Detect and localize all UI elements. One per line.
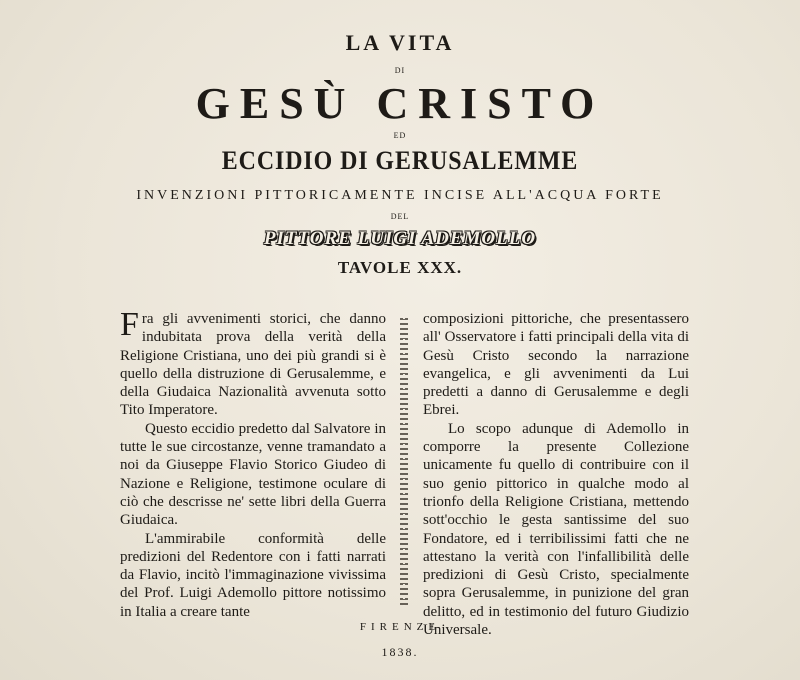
plates-count: TAVOLE XXX. [337,258,463,277]
publication-year: 1838. [381,645,419,659]
left-paragraph-3: L'ammirabile conformità delle predizioni del Redentore con i fatti narrati da Flavio, incitò l'immaginazione vivissima del Prof. Luigi Ademollo pittore notissimo in Italia a creare tante [120,530,386,620]
right-paragraph-2: Lo scopo adunque di Ademollo in comporre la presente Collezione unicamente fu quello di contribuire con il suo genio pittorico in qualche modo al trionfo della Religione Cristiana, mettendo sott'occhio le gesta santissime del suo Fondatore, ed i terribilissimi fatti che ne attestano la verità con l'infallibilità delle predizioni di Gesù Cristo, specialmente sopra Gerusalemme, in punizione del gran delitto, ed in testimonio del futuro Giudizio Universale. [423,420,689,639]
title-eccidio: ECCIDIO DI GERUSALEMME [221,146,579,175]
right-text-column [423,310,689,639]
publication-city: FIRENZE [359,621,441,633]
title-ed: ED [393,131,407,140]
drop-cap: F [120,306,139,343]
ornamental-column-divider [400,318,408,608]
left-paragraph-1 [120,306,386,420]
title-gesu-cristo: GESÙ CRISTO [195,79,605,128]
right-paragraph-1: composizioni pittoriche, che presentassero all' Osservatore i fatti principali della vita di Gesù Cristo secondo la narrazione evangelica, e gli avvenimenti da Lui predetti a danno di Gerusalemme e degli Ebrei. [423,311,689,419]
subtitle-invenzioni: INVENZIONI PITTORICAMENTE INCISE ALL'ACQUA FORTE [136,188,664,203]
left-paragraph-1-text: ra gli avvenimenti storici, che danno indubitata prova della verità della Religione Cristiana, uno dei più grandi si è quello della distruzione di Gerusalemme, e della Giudaica Nazionalità avvenuta sotto Tito Imperatore. [120,311,386,419]
left-text-column [120,306,386,621]
left-paragraph-2: Questo eccidio predetto dal Salvatore in tutte le sue circostanze, venne tramandato a noi da Giuseppe Flavio Storico Giudeo di Nazione e Religione, testimone oculare di ciò che descrisse ne' sette libri della Guerra Giudaica. [120,420,386,529]
title-di: DI [394,66,406,75]
title-del: DEL [390,212,410,221]
title-la-vita: LA VITA [345,30,455,55]
author-line: PITTORE LUIGI ADEMOLLO [263,228,537,249]
